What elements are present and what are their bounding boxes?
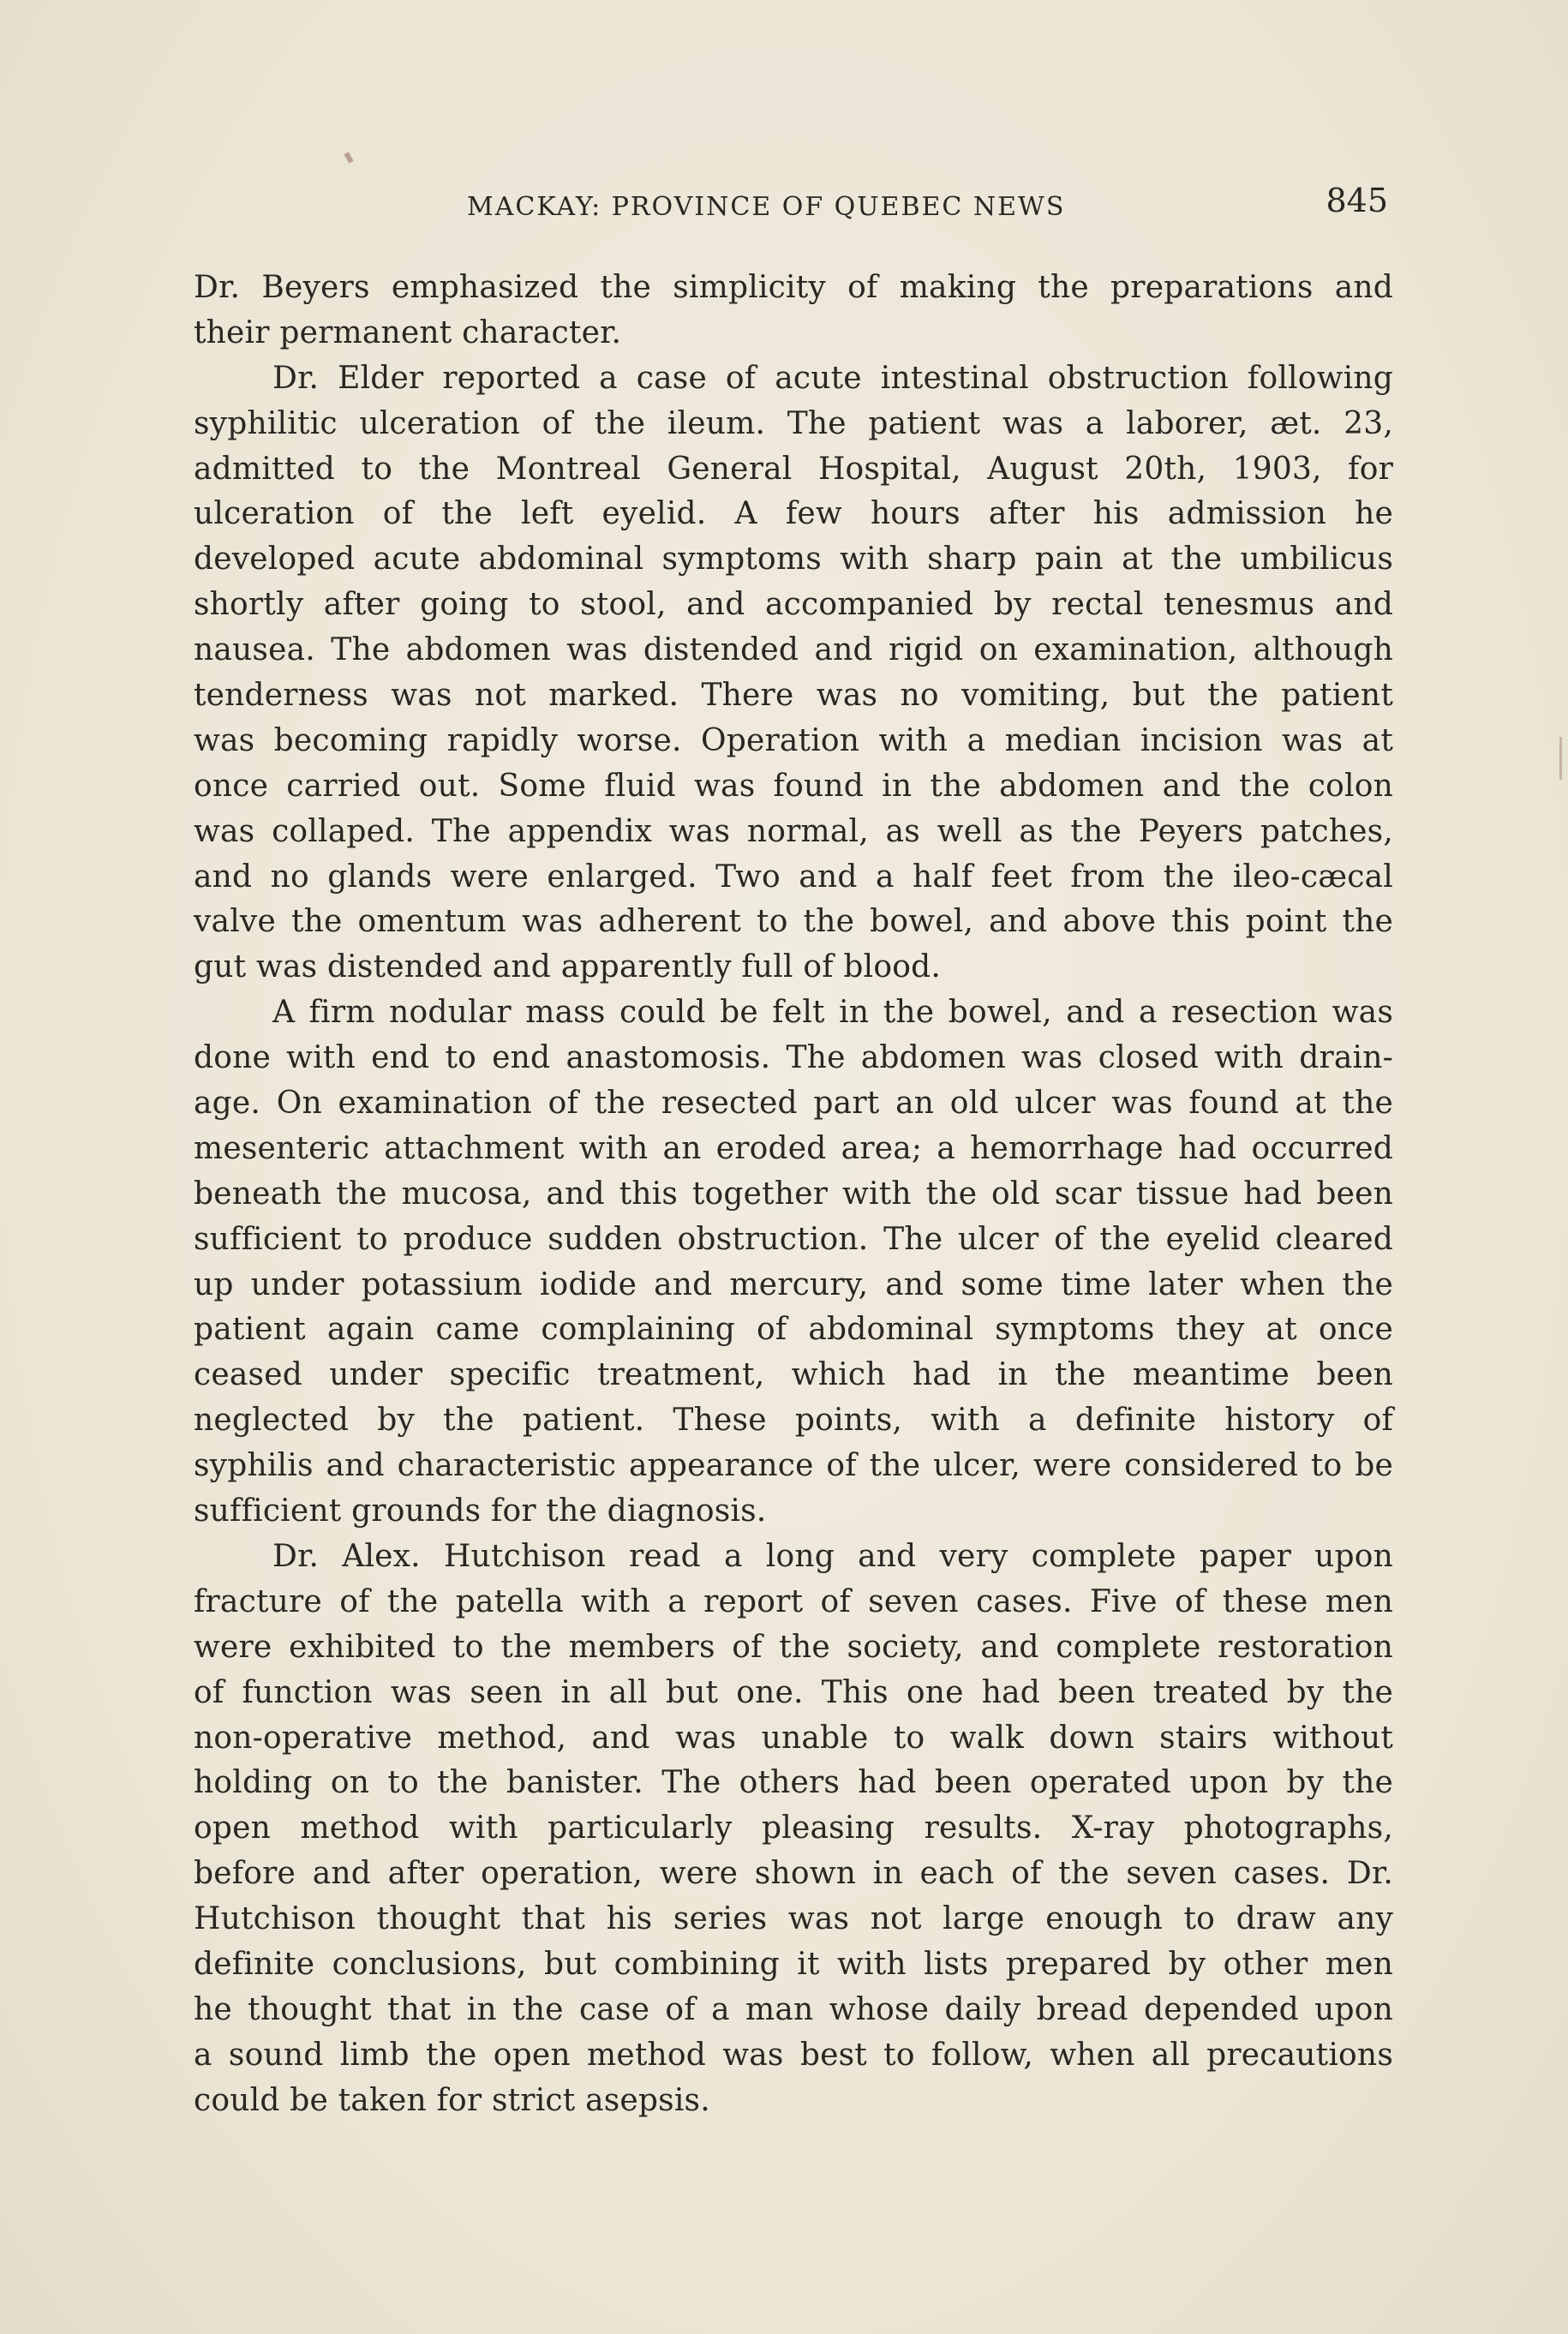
text-line: Dr. Elder reported a case of acute intestinal obstruction following — [272, 360, 1393, 396]
text-line: valve the omentum was adherent to the bowel, and above this point the — [194, 904, 1393, 940]
text-line: developed acute abdominal symptoms with sharp pain at the umbilicus — [194, 542, 1393, 578]
paragraph-resection — [194, 990, 1393, 1535]
text-line: definite conclusions, but combining it with lists prepared by other men — [194, 1946, 1393, 1982]
text-line: Hutchison thought that his series was not large enough to draw any — [194, 1901, 1393, 1937]
text-line: Dr. Beyers emphasized the simplicity of making the preparations and — [194, 270, 1393, 305]
running-head — [197, 178, 1388, 230]
text-line: gut was distended and apparently full of blood. — [194, 949, 941, 985]
text-line: could be taken for strict asepsis. — [194, 2082, 710, 2118]
text-line: A firm nodular mass could be felt in the bowel, and a resection was — [272, 995, 1393, 1031]
text-line: fracture of the patella with a report of seven cases. Five of these men — [194, 1583, 1393, 1619]
text-line: their permanent character. — [194, 314, 622, 350]
text-line: holding on to the banister. The others had been operated upon by the — [194, 1765, 1393, 1801]
text-line: syphilitic ulceration of the ileum. The patient was a laborer, æt. 23, — [194, 405, 1393, 441]
text-line: age. On examination of the resected part an old ulcer was found at the — [194, 1086, 1393, 1122]
text-line: up under potassium iodide and mercury, and some time later when the — [194, 1266, 1393, 1302]
text-line: syphilis and characteristic appearance of the ulcer, were considered to be — [194, 1448, 1393, 1484]
text-line: once carried out. Some fluid was found in the abdomen and the colon — [194, 768, 1393, 804]
text-line: and no glands were enlarged. Two and a half feet from the ileo-cæcal — [194, 859, 1393, 895]
text-line: tenderness was not marked. There was no vomiting, but the patient — [194, 678, 1393, 714]
text-line: ceased under specific treatment, which had in the meantime been — [194, 1357, 1393, 1393]
text-line: beneath the mucosa, and this together with the old scar tissue had been — [194, 1176, 1393, 1212]
text-line: a sound limb the open method was best to follow, when all precautions — [194, 2037, 1393, 2073]
paragraph-beyers — [194, 266, 1393, 356]
text-line: mesenteric attachment with an eroded area; a hemorrhage had occurred — [194, 1130, 1393, 1166]
ink-speck — [344, 152, 353, 163]
text-line: were exhibited to the members of the society, and complete restoration — [194, 1629, 1393, 1665]
body-text — [194, 266, 1393, 2124]
text-line: was collaped. The appendix was normal, as well as the Peyers patches, — [194, 813, 1393, 849]
text-line: Dr. Alex. Hutchison read a long and very complete paper upon — [272, 1538, 1393, 1574]
ink-speck — [1559, 737, 1562, 780]
text-line: sufficient grounds for the diagnosis. — [194, 1493, 767, 1529]
text-line: admitted to the Montreal General Hospital, August 20th, 1903, for — [194, 451, 1393, 487]
text-line: nausea. The abdomen was distended and rigid on examination, although — [194, 632, 1393, 668]
paragraph-hutchison — [194, 1535, 1393, 2124]
text-line: patient again came complaining of abdominal symptoms they at once — [194, 1312, 1393, 1348]
text-line: of function was seen in all but one. This one had been treated by the — [194, 1674, 1393, 1710]
text-line: non-operative method, and was unable to walk down stairs without — [194, 1720, 1393, 1756]
text-line: open method with particularly pleasing results. X-ray photographs, — [194, 1810, 1393, 1846]
text-line: shortly after going to stool, and accompanied by rectal tenesmus and — [194, 587, 1393, 623]
text-line: neglected by the patient. These points, with a definite history of — [194, 1403, 1393, 1439]
page-number: 845 — [1326, 182, 1388, 219]
paragraph-elder — [194, 356, 1393, 990]
text-line: sufficient to produce sudden obstruction. The ulcer of the eyelid cleared — [194, 1221, 1393, 1257]
running-title: MACKAY: PROVINCE OF QUEBEC NEWS — [467, 192, 1066, 222]
text-line: ulceration of the left eyelid. A few hours after his admission he — [194, 496, 1393, 532]
text-line: before and after operation, were shown in each of the seven cases. Dr. — [194, 1856, 1393, 1892]
text-line: was becoming rapidly worse. Operation with a median incision was at — [194, 722, 1393, 758]
text-line: done with end to end anastomosis. The abdomen was closed with drain- — [194, 1040, 1393, 1076]
text-line: he thought that in the case of a man whose daily bread depended upon — [194, 1991, 1393, 2027]
